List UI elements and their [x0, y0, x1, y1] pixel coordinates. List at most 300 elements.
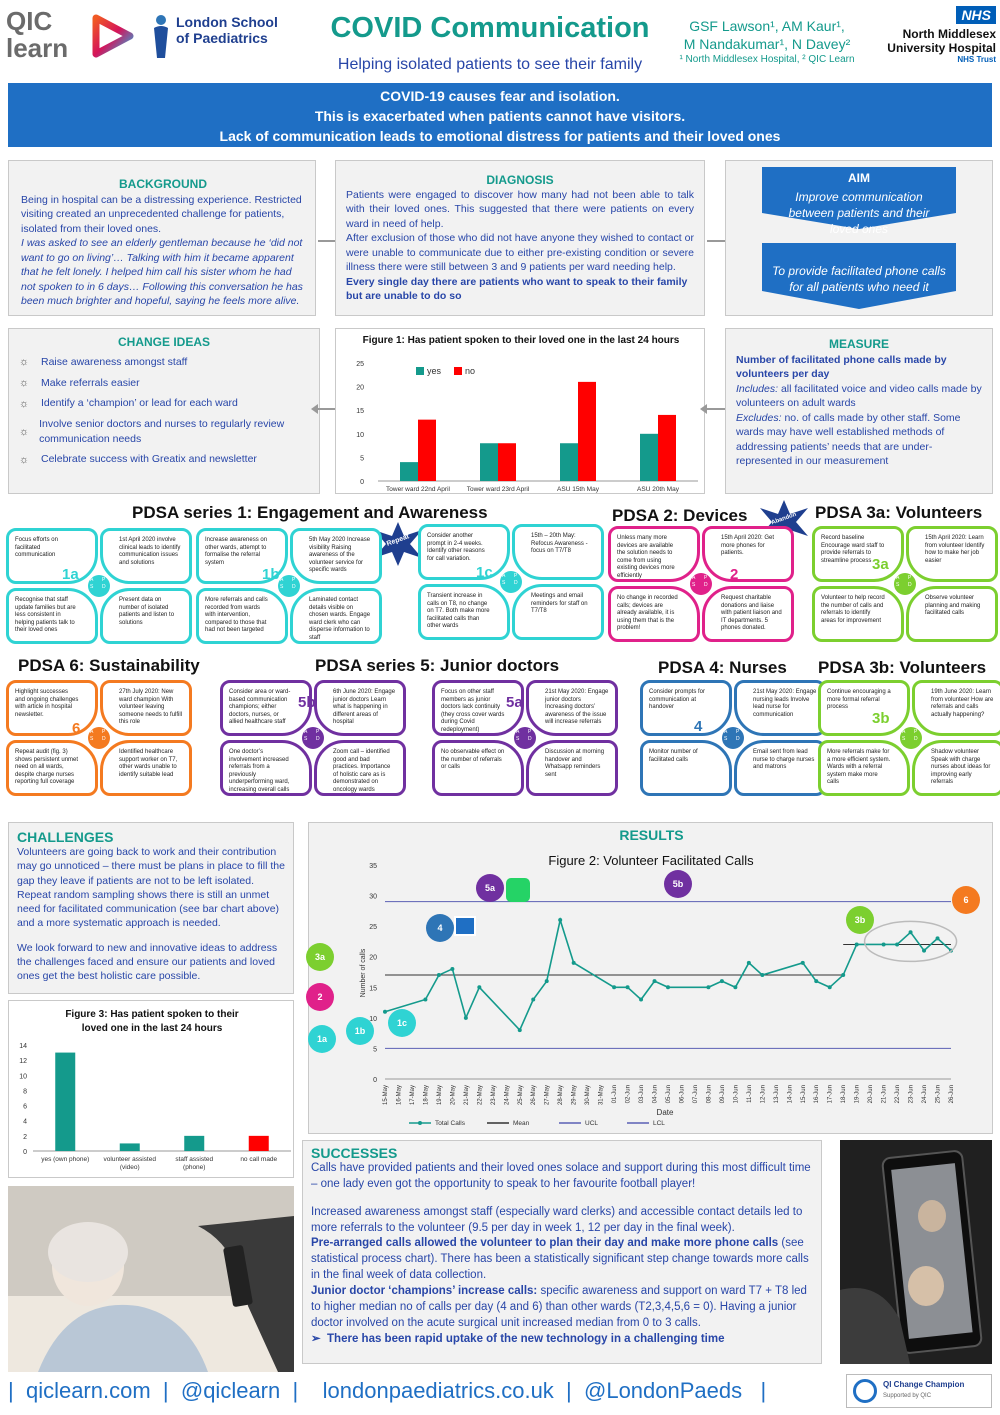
change-idea-text: Identify a ‘champion’ or lead for each ward	[41, 397, 238, 410]
pdsa-letter: D	[102, 736, 106, 742]
pdsa-1a-tr-box: 1st April 2020 involve clinical leads to identify communication issues and solutions	[100, 528, 192, 584]
excludes-label: Excludes:	[736, 411, 782, 424]
successes-p4-rest: specific awareness and support on ward T7 + T8 led to higher median no of calls per day (4 and 6) than other wards (T2,3,4,5,6 = 0). Having a junior doctor involved on the acute surgical unit increased median from 0 to 3 calls.	[311, 1285, 807, 1329]
change-ideas-panel	[8, 328, 320, 494]
footer-sep: |	[292, 1378, 299, 1403]
figure2-legend-label: Total Calls	[435, 1120, 465, 1127]
figure2-svg	[309, 823, 994, 1135]
figure3-bar	[55, 1053, 75, 1151]
pdsa-4-br-box: Email sent from lead nurse to charge nurses and matrons	[734, 740, 826, 796]
annotation-4-icon: 4	[426, 914, 454, 942]
pdsa-5b-number: 5b	[298, 694, 316, 711]
figure1-ytick: 0	[360, 479, 364, 486]
figure2-xtick: 30-May	[585, 1085, 592, 1106]
pdsa-1b-tl-box: Increase awareness on other wards, attempt to formalise the referral system	[196, 528, 288, 584]
lsp-logo	[150, 12, 285, 64]
pdsa-letter: S	[902, 736, 906, 742]
authors-line1: GSF Lawson¹, AM Kaur¹,	[689, 18, 845, 34]
footer-sep: |	[162, 1378, 169, 1403]
figure2-xtick: 22-May	[477, 1085, 484, 1106]
pdsa-5b-tl-box: Consider area or ward-based communication champions; either doctors, nurses, or allied healthcare staff	[220, 680, 312, 736]
figure2-point	[909, 930, 913, 934]
figure2-point	[841, 973, 845, 977]
qic-learn-logo	[6, 8, 134, 64]
pdsa-letter: A	[902, 729, 906, 735]
pdsa-letter: A	[90, 729, 94, 735]
sun-bullet-icon: ☼	[19, 453, 30, 466]
pdsa-1c-br-box: Meetings and email reminders for staff on T7/T8	[512, 584, 604, 640]
figure2-xtick: 13-Jun	[773, 1085, 780, 1104]
figure3-xtick: volunteer assisted	[103, 1156, 156, 1163]
figure1-ytick: 15	[356, 408, 364, 416]
figure2-point	[464, 1016, 468, 1020]
figure2-xtick: 09-Jun	[719, 1085, 726, 1104]
figure3-title: loved one in the last 24 hours	[81, 1023, 223, 1034]
pdsa-letter: S	[502, 580, 506, 586]
pdsa-letter: D	[292, 584, 296, 590]
diagnosis-heading: DIAGNOSIS	[486, 173, 554, 187]
figure2-xtick: 24-Jun	[922, 1085, 929, 1104]
pdsa-5a-br-box: Discussion at morning handover and Whatsapp reminders sent	[526, 740, 618, 796]
figure2-xtick: 28-May	[558, 1085, 565, 1106]
figure1-chart	[335, 328, 705, 494]
pdsa-letter: P	[292, 577, 296, 583]
repeat-label: Repeat	[385, 533, 411, 548]
figure2-ytick: 25	[369, 924, 377, 932]
figure2-xtick: 21-May	[463, 1085, 470, 1106]
badge-logo-icon	[853, 1379, 877, 1403]
figure2-xlabel: Date	[656, 1108, 674, 1117]
figure2-xtick: 20-May	[450, 1085, 457, 1106]
pdsa-letter: P	[316, 729, 320, 735]
challenges-p2: We look forward to new and innovative ideas to address the challenges faced and ensure our patients and loved ones get the best holistic care possible.	[17, 941, 278, 983]
pdsa-letter: A	[724, 729, 728, 735]
figure1-xtick: Tower ward 23rd April	[466, 486, 530, 493]
arrow-left-icon	[316, 408, 336, 410]
figure2-point	[760, 973, 764, 977]
pdsa-3a-number: 3a	[872, 556, 889, 573]
figure3-bar	[249, 1136, 269, 1151]
abandon-label: Abandon	[770, 511, 798, 527]
figure2-ylabel: Number of calls	[360, 948, 367, 998]
affiliations: ¹ North Middlesex Hospital, ² QIC Learn	[679, 54, 855, 65]
figure3-ytick: 6	[23, 1103, 27, 1111]
pdsa-letter: S	[280, 584, 284, 590]
diagnosis-p2: After exclusion of those who did not have anyone they wished to contact or were unable to communicate due to either pre-existing condition or severe illness there were still between 3 and 9 patients per ward needing help.	[346, 232, 694, 274]
figure3-title: Figure 3: Has patient spoken to their	[65, 1009, 239, 1020]
figure2-xtick: 20-Jun	[868, 1085, 875, 1104]
figure3-ytick: 10	[19, 1073, 27, 1081]
pdsa-letter: S	[692, 582, 696, 588]
figure2-xtick: 11-Jun	[746, 1085, 753, 1103]
figure2-point	[828, 985, 832, 989]
sun-bullet-icon: ☼	[19, 425, 30, 438]
annotation-5b-icon: 5b	[664, 870, 692, 898]
figure2-xtick: 02-Jun	[625, 1085, 632, 1104]
pdsa2-title: PDSA 2: Devices	[612, 506, 748, 525]
figure2-xtick: 10-Jun	[733, 1085, 740, 1104]
figure1-bar	[418, 420, 436, 481]
excludes-text: no. of calls made by other staff. Some wards may have well established methods of addressing patients’ needs that are under-represented in our measurement	[736, 411, 961, 468]
figure1-bar	[498, 443, 516, 481]
change-idea-item	[19, 452, 309, 467]
pdsa-letter: A	[516, 729, 520, 735]
nhs-badge: NHS	[956, 6, 996, 24]
figure1-legend-swatch	[454, 367, 462, 375]
pdsa4-title: PDSA 4: Nurses	[658, 658, 787, 677]
figure2-point	[639, 998, 643, 1002]
figure3-bar	[184, 1136, 204, 1151]
pdsa-letter: D	[736, 736, 740, 742]
figure2-point	[855, 942, 859, 946]
pdsa-5a-tr-box: 21st May 2020: Engage junior doctors Increasing doctors’ awareness of the issue will increase referrals	[526, 680, 618, 736]
figure2-xtick: 07-Jun	[692, 1085, 699, 1104]
sun-bullet-icon: ☼	[19, 377, 30, 390]
patient-photo	[8, 1186, 294, 1372]
pdsa-letter: P	[528, 729, 532, 735]
pdsa-5b-hub-icon	[302, 727, 324, 749]
figure1-bar	[578, 382, 596, 481]
pdsa-letter: P	[704, 575, 708, 581]
pdsa-2-hub-icon	[690, 573, 712, 595]
arrow-right-icon	[707, 240, 727, 242]
pdsa-1b-bl-box: More referrals and calls recorded from wards with intervention, compared to those that had not been targeted	[196, 588, 288, 644]
pdsa-3a-bl-box: Volunteer to help record the number of calls and referrals to identify areas for improvement	[812, 586, 904, 642]
figure3-xtick: (video)	[119, 1164, 140, 1171]
pdsa-2-br-box: Request charitable donations and liaise with patient liaison and IT departments. 5 phones donated.	[702, 586, 794, 642]
figure2-xtick: 24-May	[504, 1085, 511, 1106]
figure3-ytick: 4	[23, 1118, 27, 1126]
figure1-bar	[400, 462, 418, 481]
figure2-point	[518, 1028, 522, 1032]
pdsa-4-bl-box: Monitor number of facilitated calls	[640, 740, 732, 796]
figure2-ytick: 30	[369, 893, 377, 901]
figure3-bar	[120, 1143, 140, 1151]
figure2-xtick: 18-May	[423, 1085, 430, 1106]
includes-text: all facilitated voice and video calls made by volunteers on adult wards	[736, 382, 982, 410]
figure1-xtick: ASU 15th May	[557, 486, 599, 493]
pdsa-3a-hub-icon	[894, 573, 916, 595]
figure2-xtick: 18-Jun	[841, 1085, 848, 1104]
pdsa-1c-number: 1c	[476, 564, 493, 581]
footer-sep: |	[566, 1378, 572, 1403]
figure3-xtick: no call made	[240, 1156, 278, 1163]
figure2-ytick: 10	[369, 1015, 377, 1023]
figure1-title: Figure 1: Has patient spoken to their loved one in the last 24 hours	[362, 335, 680, 346]
pdsa-5a-hub-icon	[514, 727, 536, 749]
pdsa-1a-br-box: Present data on number of isolated patients and listen to solutions	[100, 588, 192, 644]
challenges-panel	[8, 822, 294, 994]
figure2-point	[733, 985, 737, 989]
annotation-3b-icon: 3b	[846, 906, 874, 934]
banner-line3: Lack of communication leads to emotional distress for patients and their loved ones	[219, 128, 781, 144]
sun-bullet-icon: ☼	[19, 397, 30, 410]
page-subtitle: Helping isolated patients to see their family	[337, 56, 643, 73]
annotation-1b-icon: 1b	[346, 1017, 374, 1045]
figure2-xtick: 15-May	[383, 1085, 389, 1106]
figure1-xtick: ASU 20th May	[637, 486, 679, 493]
hospital-trust: NHS Trust	[957, 55, 996, 64]
background-heading: BACKGROUND	[119, 177, 207, 191]
figure2-point	[531, 998, 535, 1002]
figure1-ytick: 5	[360, 455, 364, 463]
pdsa-letter: S	[304, 736, 308, 742]
figure1-ytick: 20	[356, 384, 364, 392]
figure2-point	[626, 985, 630, 989]
pdsa-1c-hub-icon	[500, 571, 522, 593]
change-idea-text: Celebrate success with Greatix and newsletter	[41, 453, 257, 466]
figure2-xtick: 01-Jun	[612, 1085, 619, 1104]
pdsa-4-tl-box: Consider prompts for communication at handover	[640, 680, 732, 736]
figure1-ytick: 10	[356, 431, 364, 439]
successes-p3-bold: Pre-arranged calls allowed the volunteer to plan their day and make more phone calls	[311, 1237, 779, 1250]
aim-panel	[725, 160, 993, 316]
person-icon	[150, 14, 172, 60]
phone-video-call-photo	[840, 1140, 992, 1364]
phone-photo-icon	[840, 1140, 992, 1364]
figure2-legend-label: LCL	[653, 1120, 665, 1127]
arrow-left-icon	[705, 408, 725, 410]
pdsa-1c-tl-box: Consider another prompt in 2-4 weeks. Identify other reasons for call variation.	[418, 524, 510, 580]
figure2-xtick: 22-Jun	[895, 1085, 902, 1104]
measure-p1: Number of facilitated phone calls made by volunteers per day	[736, 354, 947, 381]
pdsa-3b-tr-box: 19th June 2020: Learn from volunteer How are referrals and calls actually happening?	[912, 680, 1000, 736]
pdsa-3b-br-box: Shadow volunteer Speak with charge nurses about ideas for improving early referrals	[912, 740, 1000, 796]
figure2-xtick: 06-Jun	[679, 1085, 686, 1104]
figure2-highlight-ellipse	[865, 921, 957, 961]
figure1-bar	[640, 434, 658, 481]
qi-change-champion-badge	[846, 1374, 992, 1408]
pdsa-1b-number: 1b	[262, 566, 280, 583]
figure2-xtick: 25-Jun	[935, 1085, 942, 1104]
successes-p1: Calls have provided patients and their loved ones solace and support during this most difficult time – one lady even got the opportunity to speak to her favourite football player!	[311, 1162, 811, 1190]
successes-p5: There has been rapid uptake of the new technology in a challenging time	[327, 1332, 725, 1345]
successes-p4-bold: Junior doctor ‘champions’ increase calls:	[311, 1285, 538, 1298]
figure2-xtick: 23-Jun	[908, 1085, 915, 1104]
pdsa-3a-tl-box: Record baseline Encourage ward staff to provide referrals to streamline process	[812, 526, 904, 582]
figure2-xtick: 21-Jun	[881, 1085, 888, 1104]
pdsa-3b-tl-box: Continue encouraging a more formal referral process	[818, 680, 910, 736]
change-idea-text: Involve senior doctors and nurses to regularly review communication needs	[39, 418, 285, 445]
footer-link-qiclearn[interactable]: qiclearn.com	[25, 1378, 151, 1403]
pdsa-letter: S	[90, 736, 94, 742]
pdsa-1b-hub-icon	[278, 575, 300, 597]
figure1-legend-label: yes	[427, 366, 442, 376]
pdsa-2-tl-box: Unless many more devices are available the solution needs to come from using existing devices more efficiently	[608, 526, 700, 582]
pdsa-4-tr-box: 21st May 2020: Engage nursing leads Involve lead nurse for communication	[734, 680, 826, 736]
pdsa-letter: D	[908, 582, 912, 588]
pdsa-series1-title: PDSA series 1: Engagement and Awareness	[132, 503, 488, 522]
pdsa3a-title: PDSA 3a: Volunteers	[815, 503, 983, 522]
figure3-xtick: staff assisted	[175, 1156, 214, 1163]
figure2-xtick: 23-May	[490, 1085, 497, 1106]
background-p2: I was asked to see an elderly gentleman because he ‘did not want to go on living’… Talking with him it became apparent that he felt lonely. I helped him call his sister whom he had not spoken to in 6 days… Following this conversation he has been much brighter and hopeful, saying he feels more alive.	[21, 237, 303, 308]
pdsa-5a-tl-box: Focus on other staff members as junior doctors lack continuity (they cross cover wards during Covid redeployment)	[432, 680, 524, 736]
figure2-point	[720, 979, 724, 983]
hospital-name-1: North Middlesex	[902, 27, 996, 41]
figure2-ytick: 5	[373, 1046, 377, 1054]
results-panel	[308, 822, 993, 1134]
measure-panel	[725, 328, 993, 494]
figure1-bar	[658, 415, 676, 481]
figure2-xtick: 05-Jun	[666, 1085, 672, 1104]
figure2-point	[450, 967, 454, 971]
pdsa-letter: D	[914, 736, 918, 742]
figure2-point	[801, 961, 805, 965]
badge-sub: Supported by QIC	[883, 1393, 932, 1399]
pdsa-letter: S	[896, 582, 900, 588]
figure2-point	[922, 949, 926, 953]
figure2-xtick: 04-Jun	[652, 1085, 659, 1104]
pdsa-1c-tr-box: 15th – 20th May: Refocus Awareness - focus on T7/T8	[512, 524, 604, 580]
figure2-ytick: 20	[369, 954, 377, 962]
pdsa-letter: D	[102, 584, 106, 590]
pdsa3b-title: PDSA 3b: Volunteers	[818, 658, 987, 677]
arrow-bullet-icon: ➢	[311, 1332, 328, 1345]
pdsa-letter: D	[316, 736, 320, 742]
change-idea-item	[19, 396, 309, 411]
qic-logo-text: QIC learn	[6, 6, 69, 63]
figure2-point	[814, 979, 818, 983]
change-idea-item	[19, 355, 309, 370]
pdsa-3a-br-box: Observe volunteer planning and making facilitated calls	[906, 586, 998, 642]
figure2-xtick: 03-Jun	[639, 1085, 646, 1104]
pdsa-5b-bl-box: One doctor’s involvement increased referrals from a previously underperforming ward, increasing overall calls	[220, 740, 312, 796]
successes-p3-rest: (see statistical process chart). There has been a statistically significant step change towards more calls in the final week of data collection.	[311, 1237, 809, 1282]
figure2-point	[545, 979, 549, 983]
figure2-xtick: 15-Jun	[800, 1085, 807, 1104]
pdsa-5b-br-box: Zoom call – identified good and bad practices. Importance of holistic care as is demonstrated on oncology wards	[314, 740, 406, 796]
banner-line1: COVID-19 causes fear and isolation.	[380, 88, 620, 104]
figure1-svg	[336, 329, 706, 495]
successes-panel	[302, 1140, 822, 1364]
figure2-point	[477, 985, 481, 989]
pdsa-6-tr-box: 27th July 2020: New ward champion With volunteer leaving someone needs to fulfill this role	[100, 680, 192, 736]
annotation-1a-icon: 1a	[308, 1025, 336, 1053]
pdsa-5a-bl-box: No observable effect on the number of referrals or calls	[432, 740, 524, 796]
aim-line2: To provide facilitated phone calls for all patients who need it	[772, 264, 946, 294]
figure2-xtick: 26-May	[531, 1085, 538, 1106]
authors	[662, 18, 872, 65]
play-icon	[90, 14, 134, 58]
figure3-xtick: (phone)	[183, 1164, 206, 1171]
figure2-xtick: 29-May	[571, 1085, 578, 1106]
figure3-ytick: 8	[23, 1088, 27, 1096]
pdsa-5a-number: 5a	[506, 694, 523, 711]
pdsa-letter: S	[90, 584, 94, 590]
pdsa-2-number: 2	[730, 566, 739, 583]
successes-heading: SUCCESSES	[311, 1145, 398, 1161]
footer-link-londonpaeds-twitter[interactable]: @LondonPaeds	[584, 1378, 743, 1403]
pdsa-letter: A	[896, 575, 900, 581]
pdsa-letter: S	[516, 736, 520, 742]
nhs-logo	[876, 6, 996, 64]
change-idea-text: Make referrals easier	[41, 376, 140, 389]
pdsa-letter: P	[908, 575, 912, 581]
figure2-point	[653, 979, 657, 983]
pdsa-6-hub-icon	[88, 727, 110, 749]
pdsa-4-number: 4	[694, 718, 703, 735]
pdsa-3b-hub-icon	[900, 727, 922, 749]
pdsa-letter: P	[914, 729, 918, 735]
figure3-ytick: 2	[23, 1133, 27, 1141]
pdsa-5b-tr-box: 6th June 2020: Engage junior doctors Learn what is happening in different areas of hospital	[314, 680, 406, 736]
footer-link-londonpaediatrics[interactable]: londonpaediatrics.co.uk	[322, 1378, 554, 1403]
change-idea-item	[19, 376, 309, 391]
pdsa-letter: P	[102, 729, 106, 735]
pdsa-letter: P	[736, 729, 740, 735]
change-idea-item	[19, 417, 309, 446]
figure2-xtick: 08-Jun	[706, 1085, 713, 1104]
figure3-chart	[8, 1000, 294, 1178]
figure2-point	[706, 985, 710, 989]
pdsa-letter: A	[502, 573, 506, 579]
figure1-legend-label: no	[465, 366, 476, 376]
figure3-svg	[9, 1001, 295, 1179]
annotation-5a-icon: 5a	[476, 874, 504, 902]
pdsa-letter: A	[280, 577, 284, 583]
includes-label: Includes:	[736, 382, 779, 395]
figure2-point	[572, 961, 576, 965]
pdsa-1a-hub-icon	[88, 575, 110, 597]
pdsa-1b-br-box: Laminated contact details visible on chosen wards. Engage ward clerk who can disperse information to staff	[290, 588, 382, 644]
figure2-ytick: 0	[373, 1077, 377, 1084]
annotation-3a-icon: 3a	[306, 943, 334, 971]
figure2-ytick: 15	[369, 985, 377, 993]
pdsa-letter: P	[514, 573, 518, 579]
pdsa-3b-number: 3b	[872, 710, 890, 727]
pdsa-series5-title: PDSA series 5: Junior doctors	[315, 656, 560, 675]
measure-heading: MEASURE	[828, 337, 889, 351]
figure2-xtick: 14-Jun	[787, 1085, 794, 1104]
authors-line2: M Nandakumar¹, N Davey²	[683, 36, 851, 52]
figure2-xtick: 16-Jun	[814, 1085, 821, 1104]
change-ideas-list	[19, 355, 309, 467]
successes-p2: Increased awareness amongst staff (especially ward clerks) and accessible contact details led to more referrals to the volunteer (9.5 per day in week 1, 12 per day in the final week).	[311, 1205, 803, 1234]
background-p1: Being in hospital can be a distressing experience. Restricted visiting created an unprecedented challenge for patients, isolated from their loved ones.	[21, 194, 302, 235]
diagnosis-panel	[335, 160, 705, 316]
results-heading: RESULTS	[619, 827, 684, 843]
figure3-ytick: 14	[19, 1043, 27, 1050]
banner-line2: This is exacerbated when patients cannot have visitors.	[314, 108, 686, 124]
pdsa-letter: S	[724, 736, 728, 742]
pdsa-3a-tr-box: 15th April 2020: Learn from volunteer Identify how to make her job easier	[906, 526, 998, 582]
figure1-xtick: Tower ward 22nd April	[386, 486, 450, 493]
aim-line1: Improve communication between patients and their loved ones	[788, 190, 930, 236]
figure3-ytick: 0	[23, 1149, 27, 1156]
annotation-2-icon: 2	[306, 983, 334, 1011]
whatsapp-icon	[506, 878, 530, 902]
pdsa-letter: A	[90, 577, 94, 583]
annotation-1c-icon: 1c	[388, 1009, 416, 1037]
badge-title: QI Change Champion	[883, 1380, 965, 1389]
pdsa-1a-tl-box: Focus efforts on facilitated communication	[6, 528, 98, 584]
pdsa-letter: A	[304, 729, 308, 735]
pdsa-3b-bl-box: More referrals make for a more efficient system. Wards with a referral system make more calls	[818, 740, 910, 796]
pdsa-1a-number: 1a	[62, 566, 79, 583]
figure2-point	[936, 936, 940, 940]
hospital-name-2: University Hospital	[887, 41, 996, 55]
figure2-point	[612, 985, 616, 989]
figure2-point	[666, 985, 670, 989]
footer-link-qiclearn-twitter[interactable]: @qiclearn	[180, 1378, 281, 1403]
figure2-legend-marker	[418, 1121, 422, 1125]
pdsa-letter: D	[514, 580, 518, 586]
lsp-text: London School of Paediatrics	[176, 14, 278, 46]
figure2-legend-label: UCL	[585, 1120, 599, 1127]
figure3-ytick: 12	[19, 1058, 27, 1066]
figure2-point	[437, 973, 441, 977]
